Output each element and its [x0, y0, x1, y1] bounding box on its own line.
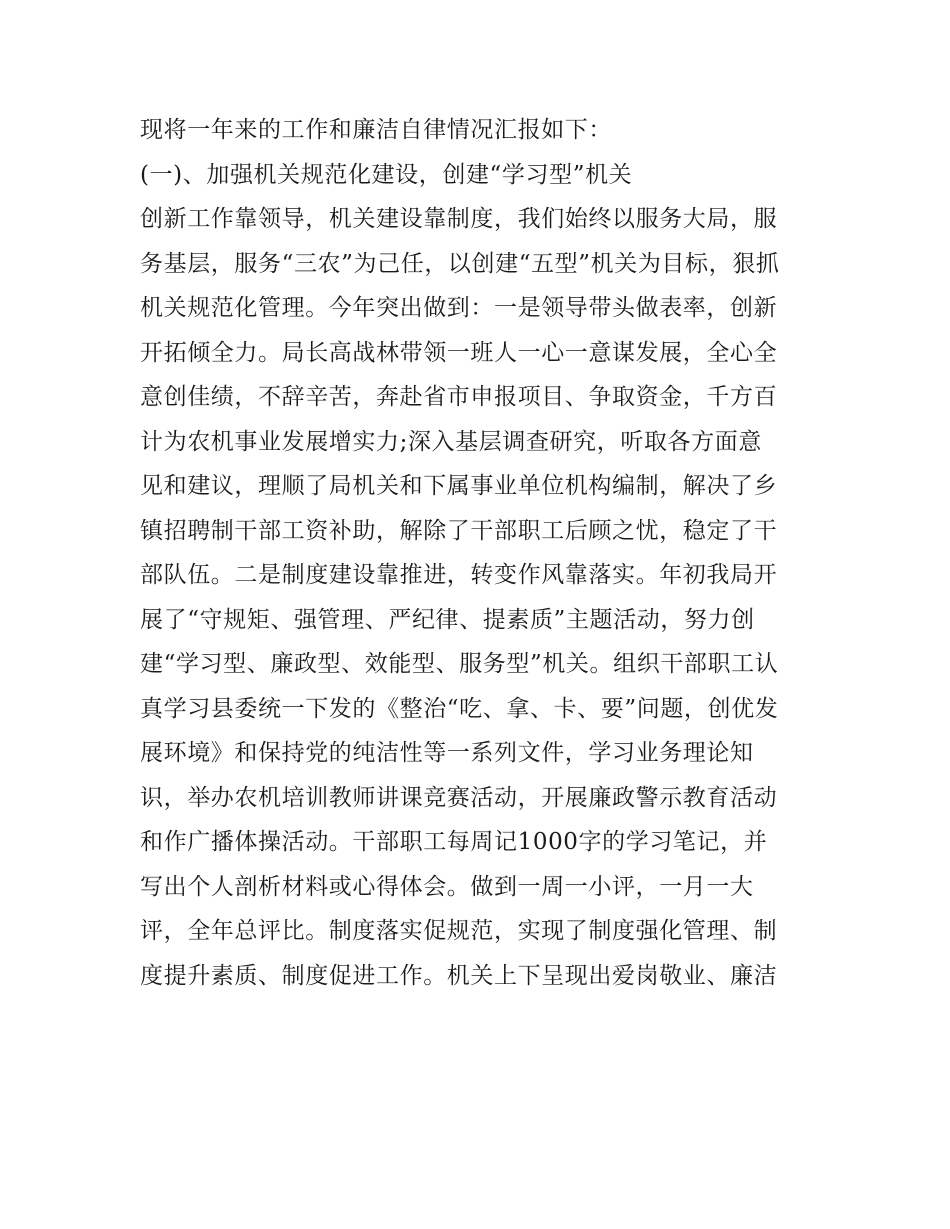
paragraph-line: 创新工作靠领导，机关建设靠制度，我们始终以服务大局，服 — [140, 206, 778, 232]
paragraph-line: 写出个人剖析材料或心得体会。做到一周一小评，一月一大 — [140, 873, 754, 900]
section-heading: (一)、加强机关规范化建设，创建“学习型”机关 — [140, 161, 633, 188]
intro-line: 现将一年来的工作和廉洁自律情况汇报如下： — [140, 117, 612, 143]
paragraph-line: 开拓倾全力。局长高战林带领一班人一心一意谋发展，全心全 — [140, 339, 778, 366]
paragraph-line: 见和建议，理顺了局机关和下属事业单位机构编制，解决了乡 — [140, 473, 778, 499]
paragraph-line: 展环境》和保持党的纯洁性等一系列文件，学习业务理论知 — [140, 740, 754, 766]
paragraph-line: 展了“守规矩、强管理、严纪律、提素质”主题活动，努力创 — [140, 606, 755, 633]
paragraph-line: 意创佳绩，不辞辛苦，奔赴省市申报项目、争取资金，千方百 — [140, 384, 778, 410]
paragraph-line: 计为农机事业发展增实力;深入基层调查研究，听取各方面意 — [140, 428, 762, 455]
paragraph-line: 机关规范化管理。今年突出做到：一是领导带头做表率，创新 — [140, 295, 778, 321]
paragraph-line: 真学习县委统一下发的《整治“吃、拿、卡、要”问题，创优发 — [140, 695, 779, 722]
paragraph-line: 建“学习型、廉政型、效能型、服务型”机关。组织干部职工认 — [140, 651, 779, 677]
document-body — [140, 108, 820, 998]
paragraph-line: 务基层，服务“三农”为己任，以创建“五型”机关为目标，狠抓 — [140, 250, 780, 277]
paragraph-line: 度提升素质、制度促进工作。机关上下呈现出爱岗敬业、廉洁 — [140, 962, 778, 989]
paragraph-line: 镇招聘制干部工资补助，解除了干部职工后顾之忧，稳定了干 — [140, 517, 778, 544]
paragraph-line: 评，全年总评比。制度落实促规范，实现了制度强化管理、制 — [140, 918, 778, 944]
paragraph-line: 部队伍。二是制度建设靠推进，转变作风靠落实。年初我局开 — [140, 562, 778, 588]
paragraph-line: 和作广播体操活动。干部职工每周记1000字的学习笔记，并 — [140, 829, 768, 855]
paragraph-line: 识，举办农机培训教师讲课竞赛活动，开展廉政警示教育活动 — [140, 784, 778, 811]
